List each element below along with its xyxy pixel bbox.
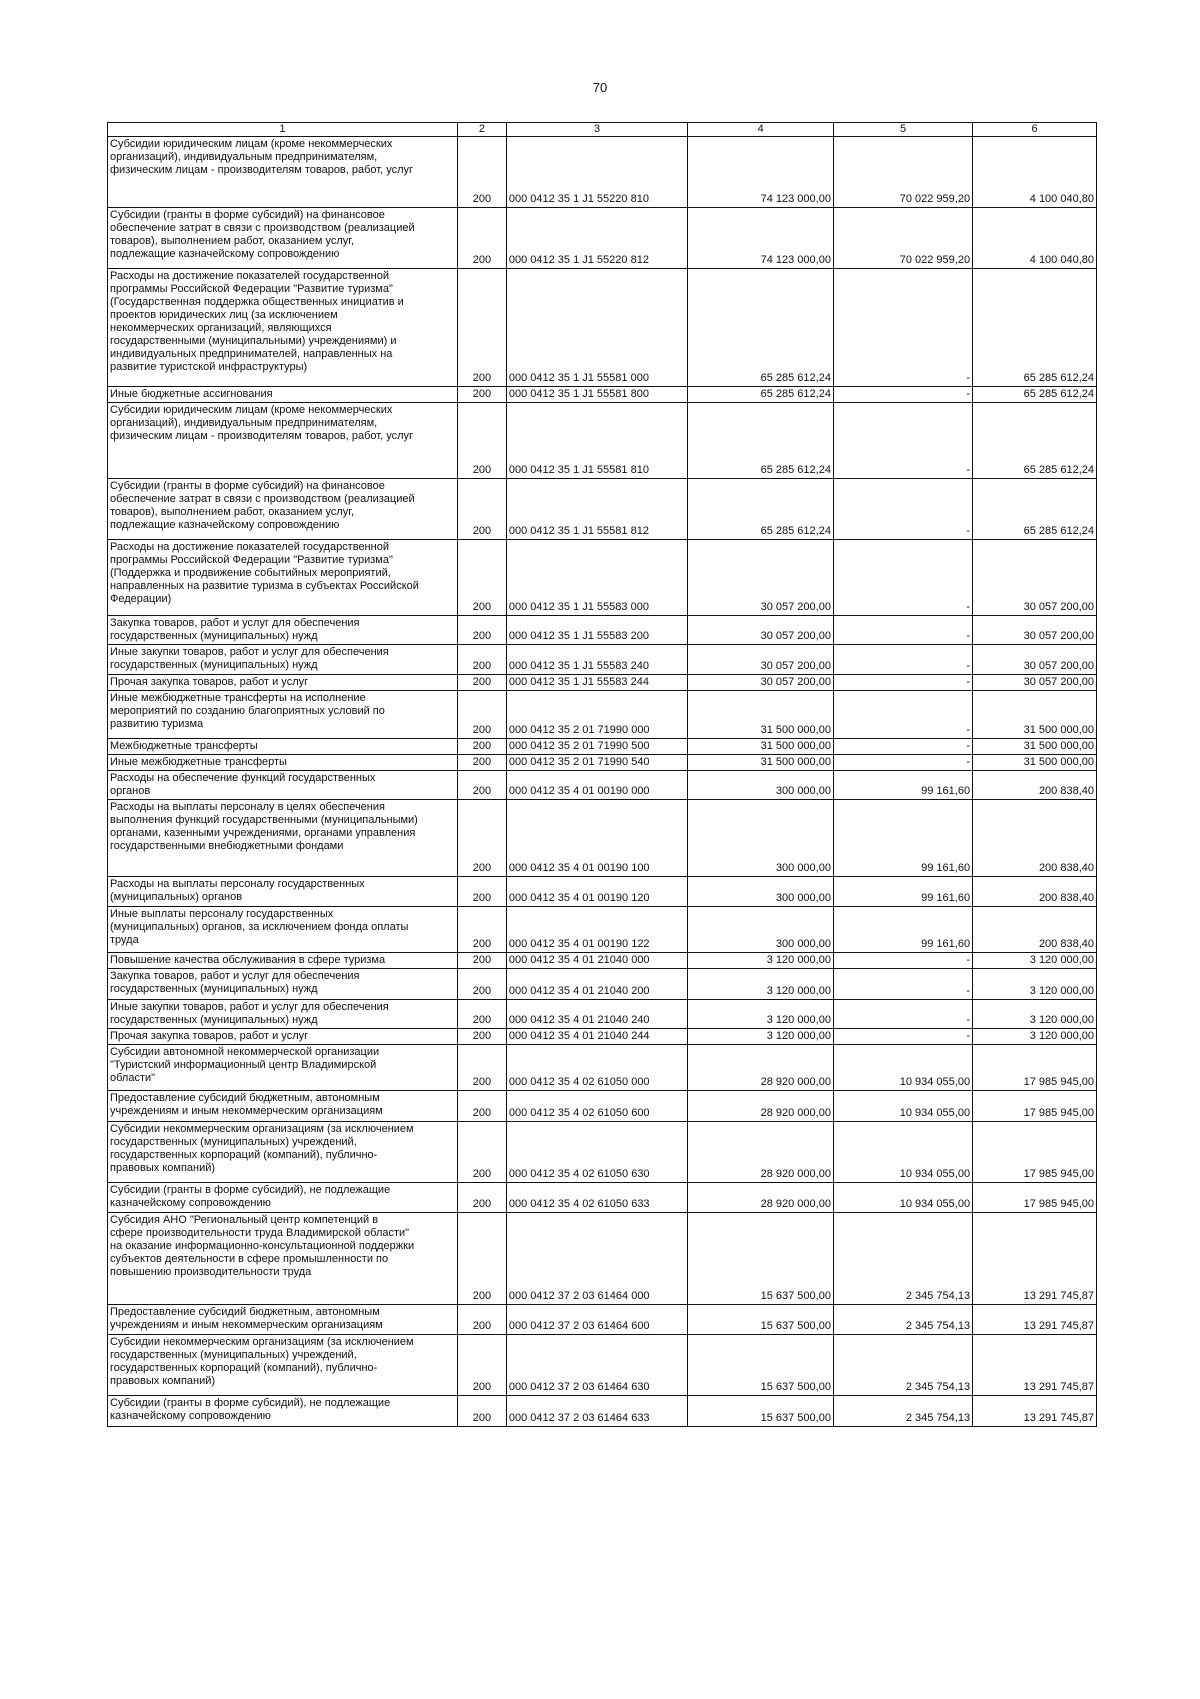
column-header: 3 (506, 123, 687, 137)
admin-code-cell: 200 (457, 479, 506, 540)
executed-amount-cell: 2 345 754,13 (833, 1305, 972, 1335)
admin-code-cell: 200 (457, 800, 506, 877)
executed-amount-cell: 70 022 959,20 (833, 208, 972, 269)
executed-amount-cell: - (833, 403, 972, 479)
column-header: 6 (973, 123, 1097, 137)
executed-amount-cell: 2 345 754,13 (833, 1335, 972, 1396)
row-name-cell: Расходы на достижение показателей государственной программы Российской Федерации "Развитие туризма" (Государственная поддержка общественных инициатив и проектов юридических лиц (за исключением некоммерческих организаций, являющихся государственными (муниципальными) учреждениями) и индивидуальных предпринимателей, направленных на развитие туристской инфраструктуры) (108, 269, 458, 387)
budget-code-cell: 000 0412 35 4 01 21040 244 (506, 1029, 687, 1045)
row-name-cell: Иные межбюджетные трансферты (108, 755, 458, 771)
admin-code-cell: 200 (457, 208, 506, 269)
table-row (108, 540, 1097, 616)
row-name-cell: Субсидии (гранты в форме субсидий) на финансовое обеспечение затрат в связи с производством (реализацией товаров), выполнением работ, оказанием услуг, подлежащие казначейскому сопровождению (108, 479, 458, 540)
plan-amount-cell: 15 637 500,00 (688, 1305, 834, 1335)
plan-amount-cell: 30 057 200,00 (688, 645, 834, 675)
remaining-amount-cell: 30 057 200,00 (973, 540, 1097, 616)
remaining-amount-cell: 30 057 200,00 (973, 616, 1097, 645)
plan-amount-cell: 3 120 000,00 (688, 1029, 834, 1045)
row-name-cell: Субсидии (гранты в форме субсидий), не подлежащие казначейскому сопровождению (108, 1396, 458, 1427)
executed-amount-cell: - (833, 540, 972, 616)
table-row (108, 1305, 1097, 1335)
remaining-amount-cell: 65 285 612,24 (973, 403, 1097, 479)
table-row (108, 208, 1097, 269)
plan-amount-cell: 300 000,00 (688, 771, 834, 800)
row-name-cell: Прочая закупка товаров, работ и услуг (108, 675, 458, 691)
row-name-cell: Межбюджетные трансферты (108, 739, 458, 755)
admin-code-cell: 200 (457, 1335, 506, 1396)
executed-amount-cell: 10 934 055,00 (833, 1091, 972, 1122)
table-row (108, 1396, 1097, 1427)
row-name-cell: Закупка товаров, работ и услуг для обеспечения государственных (муниципальных) нужд (108, 616, 458, 645)
admin-code-cell: 200 (457, 403, 506, 479)
row-name-cell: Иные бюджетные ассигнования (108, 387, 458, 403)
remaining-amount-cell: 31 500 000,00 (973, 755, 1097, 771)
table-row (108, 1335, 1097, 1396)
plan-amount-cell: 28 920 000,00 (688, 1091, 834, 1122)
row-name-cell: Закупка товаров, работ и услуг для обеспечения государственных (муниципальных) нужд (108, 969, 458, 1000)
table-row (108, 877, 1097, 907)
budget-code-cell: 000 0412 35 4 01 00190 120 (506, 877, 687, 907)
admin-code-cell: 200 (457, 1000, 506, 1029)
plan-amount-cell: 74 123 000,00 (688, 208, 834, 269)
executed-amount-cell: - (833, 675, 972, 691)
plan-amount-cell: 30 057 200,00 (688, 675, 834, 691)
budget-table (107, 122, 1097, 1427)
remaining-amount-cell: 13 291 745,87 (973, 1396, 1097, 1427)
remaining-amount-cell: 200 838,40 (973, 771, 1097, 800)
executed-amount-cell: - (833, 1029, 972, 1045)
remaining-amount-cell: 17 985 945,00 (973, 1091, 1097, 1122)
plan-amount-cell: 28 920 000,00 (688, 1122, 834, 1183)
budget-code-cell: 000 0412 35 1 J1 55581 810 (506, 403, 687, 479)
budget-code-cell: 000 0412 37 2 03 61464 000 (506, 1213, 687, 1305)
row-name-cell: Прочая закупка товаров, работ и услуг (108, 1029, 458, 1045)
plan-amount-cell: 3 120 000,00 (688, 953, 834, 969)
admin-code-cell: 200 (457, 953, 506, 969)
executed-amount-cell: 2 345 754,13 (833, 1213, 972, 1305)
row-name-cell: Субсидия АНО "Региональный центр компетенций в сфере производительности труда Владимирской области" на оказание информационно-консультационной поддержки субъектов деятельности в сфере промышленности по повышению производительности труда (108, 1213, 458, 1305)
admin-code-cell: 200 (457, 675, 506, 691)
plan-amount-cell: 28 920 000,00 (688, 1045, 834, 1091)
budget-code-cell: 000 0412 35 4 02 61050 633 (506, 1183, 687, 1213)
table-row (108, 387, 1097, 403)
admin-code-cell: 200 (457, 1045, 506, 1091)
header-row (108, 123, 1097, 137)
budget-code-cell: 000 0412 35 4 01 21040 000 (506, 953, 687, 969)
page-number: 70 (592, 80, 608, 95)
executed-amount-cell: - (833, 269, 972, 387)
admin-code-cell: 200 (457, 616, 506, 645)
table-row (108, 645, 1097, 675)
table-row (108, 691, 1097, 739)
plan-amount-cell: 65 285 612,24 (688, 403, 834, 479)
plan-amount-cell: 15 637 500,00 (688, 1213, 834, 1305)
table-row (108, 675, 1097, 691)
budget-code-cell: 000 0412 35 1 J1 55583 240 (506, 645, 687, 675)
budget-code-cell: 000 0412 35 1 J1 55581 812 (506, 479, 687, 540)
executed-amount-cell: - (833, 953, 972, 969)
table-row (108, 403, 1097, 479)
executed-amount-cell: - (833, 739, 972, 755)
budget-code-cell: 000 0412 35 4 02 61050 600 (506, 1091, 687, 1122)
plan-amount-cell: 28 920 000,00 (688, 1183, 834, 1213)
row-name-cell: Предоставление субсидий бюджетным, автономным учреждениям и иным некоммерческим организациям (108, 1305, 458, 1335)
budget-code-cell: 000 0412 35 1 J1 55583 244 (506, 675, 687, 691)
admin-code-cell: 200 (457, 137, 506, 208)
remaining-amount-cell: 3 120 000,00 (973, 1000, 1097, 1029)
budget-code-cell: 000 0412 35 4 01 21040 240 (506, 1000, 687, 1029)
row-name-cell: Повышение качества обслуживания в сфере туризма (108, 953, 458, 969)
row-name-cell: Расходы на выплаты персоналу в целях обеспечения выполнения функций государственными (муниципальными) органами, казенными учреждениями, органами управления государственными внебюджетными фондами (108, 800, 458, 877)
admin-code-cell: 200 (457, 691, 506, 739)
admin-code-cell: 200 (457, 969, 506, 1000)
executed-amount-cell: 10 934 055,00 (833, 1045, 972, 1091)
plan-amount-cell: 300 000,00 (688, 877, 834, 907)
row-name-cell: Субсидии юридическим лицам (кроме некоммерческих организаций), индивидуальным предпринимателям, физическим лицам - производителям товаров, работ, услуг (108, 137, 458, 208)
budget-code-cell: 000 0412 35 2 01 71990 000 (506, 691, 687, 739)
remaining-amount-cell: 17 985 945,00 (973, 1045, 1097, 1091)
column-header: 1 (108, 123, 458, 137)
budget-code-cell: 000 0412 37 2 03 61464 600 (506, 1305, 687, 1335)
executed-amount-cell: 99 161,60 (833, 907, 972, 953)
remaining-amount-cell: 4 100 040,80 (973, 208, 1097, 269)
admin-code-cell: 200 (457, 1396, 506, 1427)
plan-amount-cell: 300 000,00 (688, 907, 834, 953)
plan-amount-cell: 30 057 200,00 (688, 540, 834, 616)
remaining-amount-cell: 17 985 945,00 (973, 1122, 1097, 1183)
remaining-amount-cell: 3 120 000,00 (973, 953, 1097, 969)
remaining-amount-cell: 65 285 612,24 (973, 269, 1097, 387)
remaining-amount-cell: 31 500 000,00 (973, 739, 1097, 755)
table-row (108, 1000, 1097, 1029)
admin-code-cell: 200 (457, 387, 506, 403)
executed-amount-cell: 99 161,60 (833, 800, 972, 877)
plan-amount-cell: 65 285 612,24 (688, 479, 834, 540)
row-name-cell: Иные закупки товаров, работ и услуг для обеспечения государственных (муниципальных) нужд (108, 1000, 458, 1029)
budget-code-cell: 000 0412 37 2 03 61464 630 (506, 1335, 687, 1396)
column-header: 4 (688, 123, 834, 137)
table-row (108, 1029, 1097, 1045)
table-row (108, 800, 1097, 877)
plan-amount-cell: 3 120 000,00 (688, 1000, 834, 1029)
remaining-amount-cell: 13 291 745,87 (973, 1335, 1097, 1396)
budget-code-cell: 000 0412 35 4 01 00190 100 (506, 800, 687, 877)
budget-code-cell: 000 0412 35 2 01 71990 500 (506, 739, 687, 755)
row-name-cell: Предоставление субсидий бюджетным, автономным учреждениям и иным некоммерческим организациям (108, 1091, 458, 1122)
remaining-amount-cell: 65 285 612,24 (973, 479, 1097, 540)
table-row (108, 907, 1097, 953)
remaining-amount-cell: 17 985 945,00 (973, 1183, 1097, 1213)
remaining-amount-cell: 30 057 200,00 (973, 645, 1097, 675)
remaining-amount-cell: 30 057 200,00 (973, 675, 1097, 691)
remaining-amount-cell: 13 291 745,87 (973, 1213, 1097, 1305)
admin-code-cell: 200 (457, 1122, 506, 1183)
budget-code-cell: 000 0412 35 1 J1 55581 000 (506, 269, 687, 387)
row-name-cell: Субсидии (гранты в форме субсидий) на финансовое обеспечение затрат в связи с производством (реализацией товаров), выполнением работ, оказанием услуг, подлежащие казначейскому сопровождению (108, 208, 458, 269)
executed-amount-cell: 99 161,60 (833, 771, 972, 800)
remaining-amount-cell: 200 838,40 (973, 907, 1097, 953)
plan-amount-cell: 300 000,00 (688, 800, 834, 877)
table-row (108, 479, 1097, 540)
executed-amount-cell: 2 345 754,13 (833, 1396, 972, 1427)
budget-code-cell: 000 0412 35 4 01 00190 000 (506, 771, 687, 800)
plan-amount-cell: 65 285 612,24 (688, 387, 834, 403)
table-row (108, 1183, 1097, 1213)
row-name-cell: Иные закупки товаров, работ и услуг для обеспечения государственных (муниципальных) нужд (108, 645, 458, 675)
row-name-cell: Расходы на достижение показателей государственной программы Российской Федерации "Развитие туризма" (Поддержка и продвижение событийных мероприятий, направленных на развитие туризма в субъектах Российской Федерации) (108, 540, 458, 616)
budget-code-cell: 000 0412 35 1 J1 55583 200 (506, 616, 687, 645)
remaining-amount-cell: 65 285 612,24 (973, 387, 1097, 403)
executed-amount-cell: - (833, 969, 972, 1000)
budget-code-cell: 000 0412 35 1 J1 55220 810 (506, 137, 687, 208)
row-name-cell: Иные межбюджетные трансферты на исполнение мероприятий по созданию благоприятных условий по развитию туризма (108, 691, 458, 739)
plan-amount-cell: 15 637 500,00 (688, 1396, 834, 1427)
table-row (108, 771, 1097, 800)
remaining-amount-cell: 3 120 000,00 (973, 1029, 1097, 1045)
table-row (108, 953, 1097, 969)
admin-code-cell: 200 (457, 907, 506, 953)
admin-code-cell: 200 (457, 269, 506, 387)
table-row (108, 1091, 1097, 1122)
remaining-amount-cell: 4 100 040,80 (973, 137, 1097, 208)
admin-code-cell: 200 (457, 645, 506, 675)
plan-amount-cell: 31 500 000,00 (688, 691, 834, 739)
budget-code-cell: 000 0412 35 1 J1 55581 800 (506, 387, 687, 403)
column-header: 2 (457, 123, 506, 137)
table-row (108, 969, 1097, 1000)
table-row (108, 1045, 1097, 1091)
table-row (108, 739, 1097, 755)
column-header: 5 (833, 123, 972, 137)
executed-amount-cell: - (833, 616, 972, 645)
admin-code-cell: 200 (457, 1213, 506, 1305)
executed-amount-cell: 70 022 959,20 (833, 137, 972, 208)
table-row (108, 1122, 1097, 1183)
budget-code-cell: 000 0412 35 4 02 61050 630 (506, 1122, 687, 1183)
plan-amount-cell: 30 057 200,00 (688, 616, 834, 645)
admin-code-cell: 200 (457, 771, 506, 800)
row-name-cell: Расходы на обеспечение функций государственных органов (108, 771, 458, 800)
row-name-cell: Субсидии некоммерческим организациям (за исключением государственных (муниципальных) учреждений, государственных корпораций (компаний), публично- правовых компаний) (108, 1335, 458, 1396)
admin-code-cell: 200 (457, 755, 506, 771)
budget-code-cell: 000 0412 35 1 J1 55220 812 (506, 208, 687, 269)
remaining-amount-cell: 13 291 745,87 (973, 1305, 1097, 1335)
admin-code-cell: 200 (457, 739, 506, 755)
admin-code-cell: 200 (457, 1029, 506, 1045)
row-name-cell: Иные выплаты персоналу государственных (муниципальных) органов, за исключением фонда оплаты труда (108, 907, 458, 953)
budget-code-cell: 000 0412 35 4 01 21040 200 (506, 969, 687, 1000)
executed-amount-cell: - (833, 479, 972, 540)
executed-amount-cell: - (833, 755, 972, 771)
row-name-cell: Субсидии автономной некоммерческой организации "Туристский информационный центр Владимирской области" (108, 1045, 458, 1091)
admin-code-cell: 200 (457, 1305, 506, 1335)
row-name-cell: Расходы на выплаты персоналу государственных (муниципальных) органов (108, 877, 458, 907)
remaining-amount-cell: 31 500 000,00 (973, 691, 1097, 739)
table-row (108, 616, 1097, 645)
budget-code-cell: 000 0412 35 1 J1 55583 000 (506, 540, 687, 616)
executed-amount-cell: 99 161,60 (833, 877, 972, 907)
executed-amount-cell: - (833, 645, 972, 675)
remaining-amount-cell: 3 120 000,00 (973, 969, 1097, 1000)
remaining-amount-cell: 200 838,40 (973, 800, 1097, 877)
budget-code-cell: 000 0412 35 2 01 71990 540 (506, 755, 687, 771)
executed-amount-cell: - (833, 691, 972, 739)
plan-amount-cell: 3 120 000,00 (688, 969, 834, 1000)
remaining-amount-cell: 200 838,40 (973, 877, 1097, 907)
executed-amount-cell: - (833, 387, 972, 403)
budget-code-cell: 000 0412 35 4 02 61050 000 (506, 1045, 687, 1091)
plan-amount-cell: 65 285 612,24 (688, 269, 834, 387)
admin-code-cell: 200 (457, 877, 506, 907)
table-row (108, 269, 1097, 387)
executed-amount-cell: - (833, 1000, 972, 1029)
executed-amount-cell: 10 934 055,00 (833, 1122, 972, 1183)
row-name-cell: Субсидии некоммерческим организациям (за исключением государственных (муниципальных) учреждений, государственных корпораций (компаний), публично- правовых компаний) (108, 1122, 458, 1183)
admin-code-cell: 200 (457, 1183, 506, 1213)
plan-amount-cell: 31 500 000,00 (688, 739, 834, 755)
table-body (108, 137, 1097, 1427)
admin-code-cell: 200 (457, 540, 506, 616)
admin-code-cell: 200 (457, 1091, 506, 1122)
row-name-cell: Субсидии (гранты в форме субсидий), не подлежащие казначейскому сопровождению (108, 1183, 458, 1213)
plan-amount-cell: 74 123 000,00 (688, 137, 834, 208)
budget-code-cell: 000 0412 35 4 01 00190 122 (506, 907, 687, 953)
row-name-cell: Субсидии юридическим лицам (кроме некоммерческих организаций), индивидуальным предпринимателям, физическим лицам - производителям товаров, работ, услуг (108, 403, 458, 479)
table-row (108, 755, 1097, 771)
table-row (108, 1213, 1097, 1305)
budget-code-cell: 000 0412 37 2 03 61464 633 (506, 1396, 687, 1427)
plan-amount-cell: 31 500 000,00 (688, 755, 834, 771)
plan-amount-cell: 15 637 500,00 (688, 1335, 834, 1396)
executed-amount-cell: 10 934 055,00 (833, 1183, 972, 1213)
table-row (108, 137, 1097, 208)
